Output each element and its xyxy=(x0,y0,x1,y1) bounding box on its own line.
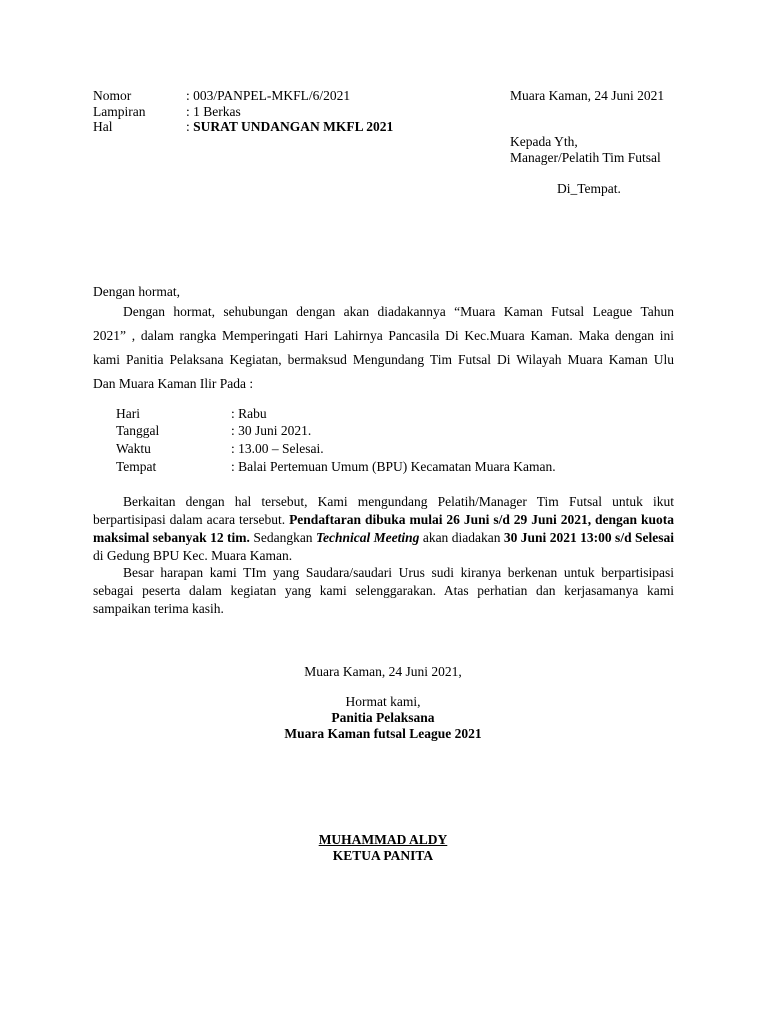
organizer-line-1: Panitia Pelaksana xyxy=(331,710,435,725)
di-tempat: Di_Tempat. xyxy=(557,181,621,196)
detail-value-tanggal: : 30 Juni 2021. xyxy=(231,423,312,438)
recipient: Manager/Pelatih Tim Futsal xyxy=(510,150,661,165)
detail-label-hari: Hari xyxy=(116,406,140,421)
registration-info: Pendaftaran dibuka mulai 26 Juni s/d 29 Juni 2021, dengan kuota maksimal sebanyak 12 tim. xyxy=(93,512,674,545)
detail-value-hari: : Rabu xyxy=(231,406,267,421)
hal-row xyxy=(186,119,393,135)
para2-text-3: Sedangkan xyxy=(249,530,316,545)
hormat-kami: Hormat kami, xyxy=(345,694,421,709)
intro-line-3: kami Panitia Pelaksana Kegiatan, bermaksud Mengundang Tim Futsal Di Wilayah Muara Kaman Ulu xyxy=(93,352,674,367)
para2-text-5: akan diadakan xyxy=(419,530,504,545)
lampiran-label: Lampiran xyxy=(93,104,146,119)
registration-paragraph xyxy=(93,493,674,565)
intro-line-1: Dengan hormat, sehubungan dengan akan diadakannya “Muara Kaman Futsal League Tahun xyxy=(123,304,674,319)
detail-label-tempat: Tempat xyxy=(116,459,157,474)
kepada-label: Kepada Yth, xyxy=(510,134,578,149)
salutation: Dengan hormat, xyxy=(93,284,180,299)
intro-line-2: 2021” , dalam rangka Memperingati Hari Lahirnya Pancasila Di Kec.Muara Kaman. Maka dengan ini xyxy=(93,328,674,343)
closing-paragraph: Besar harapan kami TIm yang Saudara/saudari Urus sudi kiranya berkenan untuk berpartisipasi sebagai peserta dalam kegiatan yang kami selenggarakan. Atas perhatian dan kerjasamanya kami sampaikan terima kasih. xyxy=(93,565,674,616)
detail-value-tempat: : Balai Pertemuan Umum (BPU) Kecamatan Muara Kaman. xyxy=(231,459,556,474)
para2-text-1: Berkaitan dengan hal tersebut, Kami mengundang Pelatih/Manager Tim Futsal untuk ikut berpartisipasi dalam acara tersebut. xyxy=(93,494,674,527)
signer-name-wrap xyxy=(200,832,566,848)
signer-title: KETUA PANITA xyxy=(332,848,434,863)
intro-line-4: Dan Muara Kaman Ilir Pada : xyxy=(93,376,254,391)
hal-colon: : xyxy=(186,119,194,134)
technical-meeting-term: Technical Meeting xyxy=(315,530,420,545)
detail-label-tanggal: Tanggal xyxy=(116,423,160,438)
para2-text-7: di Gedung BPU Kec. Muara Kaman. xyxy=(93,548,293,563)
intro-paragraph xyxy=(93,300,674,396)
meeting-datetime: 30 Juni 2021 13:00 s/d Selesai xyxy=(503,530,674,545)
detail-value-waktu: : 13.00 – Selesai. xyxy=(231,441,324,456)
organizer-line-2: Muara Kaman futsal League 2021 xyxy=(284,726,482,741)
hal-label: Hal xyxy=(93,119,113,134)
nomor-label: Nomor xyxy=(93,88,132,103)
hal-value: SURAT UNDANGAN MKFL 2021 xyxy=(193,119,394,134)
letter-place-date: Muara Kaman, 24 Juni 2021 xyxy=(510,88,665,103)
detail-label-waktu: Waktu xyxy=(116,441,151,456)
signer-name: MUHAMMAD ALDY xyxy=(318,832,448,847)
lampiran-value: : 1 Berkas xyxy=(186,104,241,119)
nomor-value: : 003/PANPEL-MKFL/6/2021 xyxy=(186,88,351,103)
closing-place-date: Muara Kaman, 24 Juni 2021, xyxy=(304,664,462,679)
